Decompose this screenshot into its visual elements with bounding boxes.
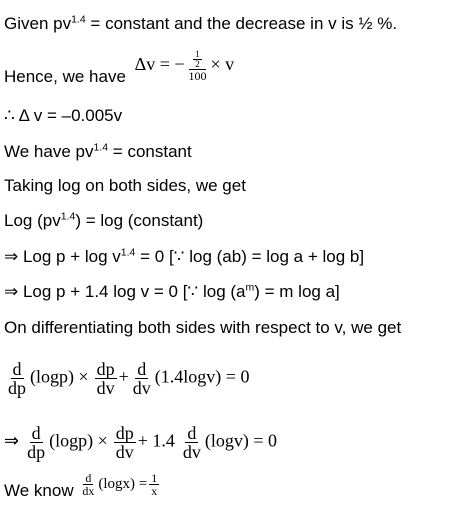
fraction-half [193,50,202,69]
exponent: 1.4 [120,246,136,259]
half-numerator: 1 [195,49,200,59]
therefore-statement: ∴ Δ v = –0.005v [4,106,123,125]
fraction-numerator [189,50,206,70]
fraction-half-percent [187,50,209,82]
log-derivative-equation [78,471,161,498]
equation-term: (logv) = 0 [204,430,278,451]
implies-arrow: ⇒ [4,430,20,451]
exponent: 1.4 [93,141,109,154]
equation-term: (logp) × [49,430,108,451]
fraction-numerator: dp [115,423,134,443]
fraction-denominator: dp [8,378,26,398]
fraction-numerator: dp [96,359,115,379]
hence-statement [4,49,235,94]
fraction-denominator: dv [115,442,134,462]
text-segment: ) = m log a] [254,282,340,301]
plus-operator: + [118,366,129,387]
fraction-one-over-x [149,472,159,497]
text-segment: ⇒ Log p + 1.4 log v = 0 [∵ log (a [4,282,246,301]
fraction-numerator: d [85,471,92,485]
equation-term: (logx) = [98,475,148,492]
fraction-denominator: dv [132,378,151,398]
implies-statement-2 [4,282,340,302]
text-segment: = constant [108,142,192,161]
fraction-denominator: 100 [188,69,207,83]
exponent: 1.4 [71,13,86,26]
equation-term: (logp) × [30,366,89,387]
taking-log-statement: Taking log on both sides, we get [4,176,246,195]
we-have-statement [4,142,192,162]
fraction-d-dx [80,472,96,497]
fraction-d-dv [131,360,153,397]
text-segment: We know [4,480,74,500]
exponent: m [245,281,255,294]
fraction-d-dp [6,360,28,397]
fraction-d-dv [181,424,203,461]
text-segment: = constant and the decrease in v is ½ %. [85,14,398,33]
fraction-numerator: d [31,423,41,443]
derivative-equation-2 [4,424,277,461]
fraction-denominator: dv [182,442,201,462]
equation-term: (1.4logv) = 0 [154,366,250,387]
differentiating-statement: On differentiating both sides with respect to v, we get [4,318,402,337]
text-segment: Given pv [4,14,72,33]
we-know-statement [4,471,161,505]
text-segment: ) = log (constant) [75,211,204,230]
fraction-d-dp [25,424,47,461]
text-segment: = 0 [∵ log (ab) = log a + log b] [135,247,365,266]
fraction-denominator: dp [27,442,46,462]
derivative-equation-1 [4,360,249,397]
fraction-denominator: x [151,484,158,498]
exponent: 1.4 [60,210,76,223]
fraction-denominator: dx [82,484,95,498]
fraction-dp-dv [114,424,136,461]
fraction-numerator: d [187,423,197,443]
plus-term: + 1.4 [137,430,175,451]
fraction-numerator: d [137,359,147,379]
fraction-denominator: dv [96,378,115,398]
text-segment: Hence, we have [4,67,126,87]
fraction-numerator: 1 [151,471,158,485]
fraction-numerator: d [12,359,22,379]
given-statement [4,14,397,34]
text-segment: ⇒ Log p + log v [4,247,121,266]
log-statement [4,211,203,231]
half-denominator: 2 [195,59,200,69]
equation-rhs: × v [210,54,235,75]
delta-v-equation [134,49,235,83]
text-segment: Log (pv [4,211,61,230]
text-segment: We have pv [4,142,94,161]
implies-statement-1 [4,247,364,267]
equation-lhs: Δv = − [134,54,185,75]
fraction-dp-dv [95,360,117,397]
